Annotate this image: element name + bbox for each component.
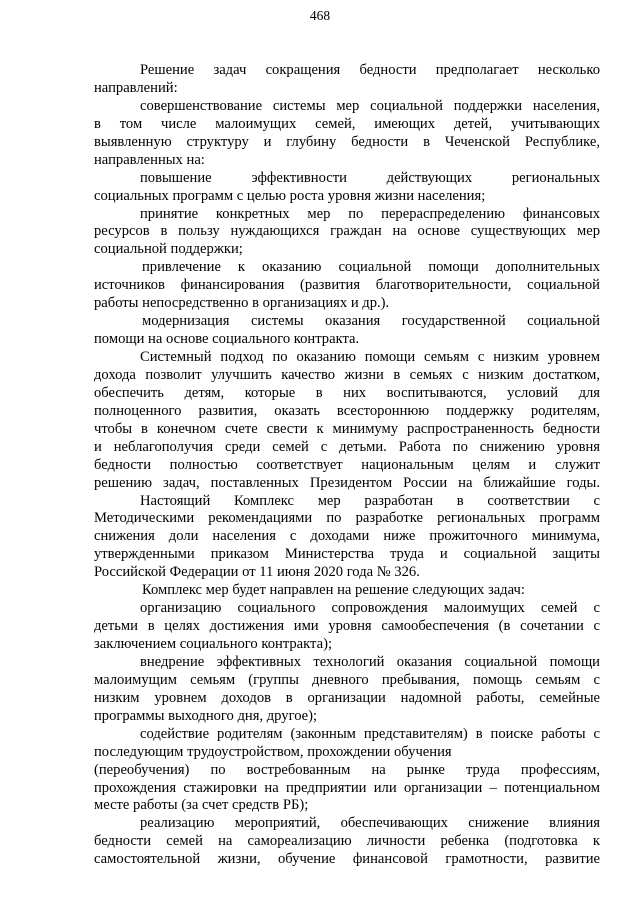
text-line: бедности полностью соответствует национальным целям и служит <box>94 456 600 473</box>
text-line: организацию социального сопровождения малоимущих семей с <box>140 600 600 617</box>
text-line: направлений: <box>94 79 178 96</box>
text-line: обеспечить детям, которые в них воспитываются, условий для <box>94 384 600 401</box>
text-line: (переобучения) по востребованным на рынке труда профессиям, <box>94 761 600 778</box>
text-line: Решение задач сокращения бедности предполагает несколько <box>140 62 600 78</box>
text-line: прохождения стажировки на предприятии или организации – потенциальном <box>94 779 600 796</box>
text-line: снижения доли населения с доходами ниже прожиточного минимума, <box>94 528 600 545</box>
text-line: низким уровнем доходов в организации надомной работы, семейные <box>94 689 600 706</box>
text-line: Методическими рекомендациями по разработке региональных программ <box>94 510 600 527</box>
text-line: в том числе малоимущих семей, имеющих детей, учитывающих <box>94 115 600 132</box>
text-line: полноценного развития, оказать всестороннюю поддержку родителям, <box>94 402 600 419</box>
text-line: выявленную структуру и глубину бедности в Чеченской Республике, <box>94 133 600 150</box>
text-line: утвержденными приказом Министерства труда и социальной защиты <box>94 546 600 563</box>
text-line: Настоящий Комплекс мер разработан в соответствии с <box>140 492 600 509</box>
text-line: Комплекс мер будет направлен на решение следующих задач: <box>142 582 525 599</box>
text-line: реализацию мероприятий, обеспечивающих снижение влияния <box>140 815 600 832</box>
text-line: заключением социального контракта); <box>94 636 333 652</box>
text-line: малоимущим семьям (группы дневного пребывания, помощь семьям с <box>94 671 600 688</box>
text-line: Российской Федерации от 11 июня 2020 года № 326. <box>94 564 420 581</box>
text-line: работы непосредственно в организациях и др.). <box>94 295 390 312</box>
text-line: и неблагополучия среди семей с детьми. Работа по снижению уровня <box>94 438 600 455</box>
text-line: последующим трудоустройством, прохождении обучения <box>94 743 452 760</box>
text-line: принятие конкретных мер по перераспределению финансовых <box>140 205 600 222</box>
text-line: дохода позволит улучшить качество жизни в семьях с низким достатком, <box>94 366 600 383</box>
text-line: помощи на основе социального контракта. <box>94 331 360 348</box>
text-line: детьми в целях достижения ими уровня самообеспечения (в сочетании с <box>94 618 600 635</box>
text-line: привлечение к оказанию социальной помощи дополнительных <box>142 259 600 276</box>
text-line: ресурсов в пользу нуждающихся граждан на основе существующих мер <box>94 223 600 240</box>
text-line: источников финансирования (развития благотворительности, социальной <box>94 277 600 294</box>
text-line: бедности семей на самореализацию личности ребенка (подготовка к <box>94 833 600 850</box>
text-line: внедрение эффективных технологий оказания социальной помощи <box>140 653 600 670</box>
text-line: самостоятельной жизни, обучение финансовой грамотности, развитие <box>94 851 600 868</box>
text-line: совершенствование системы мер социальной поддержки населения, <box>140 97 600 114</box>
page-number: 468 <box>309 8 331 23</box>
text-line: содействие родителям (законным представителям) в поиске работы с <box>140 725 600 742</box>
text-line: решению задач, поставленных Президентом России на ближайшие годы. <box>94 474 600 491</box>
text-line: социальных программ с целью роста уровня жизни населения; <box>94 187 486 204</box>
text-line: повышение эффективности действующих региональных <box>140 169 600 186</box>
text-line: чтобы в конечном счете свести к минимуму распространенность бедности <box>94 420 600 437</box>
text-line: месте работы (за счет средств РБ); <box>94 797 309 814</box>
text-line: программы выходного дня, другое); <box>94 707 318 724</box>
text-line: направленных на: <box>94 151 205 168</box>
text-line: Системный подход по оказанию помощи семьям с низким уровнем <box>140 349 600 365</box>
text-line: социальной поддержки; <box>94 241 243 258</box>
text-line: модернизация системы оказания государственной социальной <box>142 313 600 330</box>
document-body <box>94 62 600 869</box>
